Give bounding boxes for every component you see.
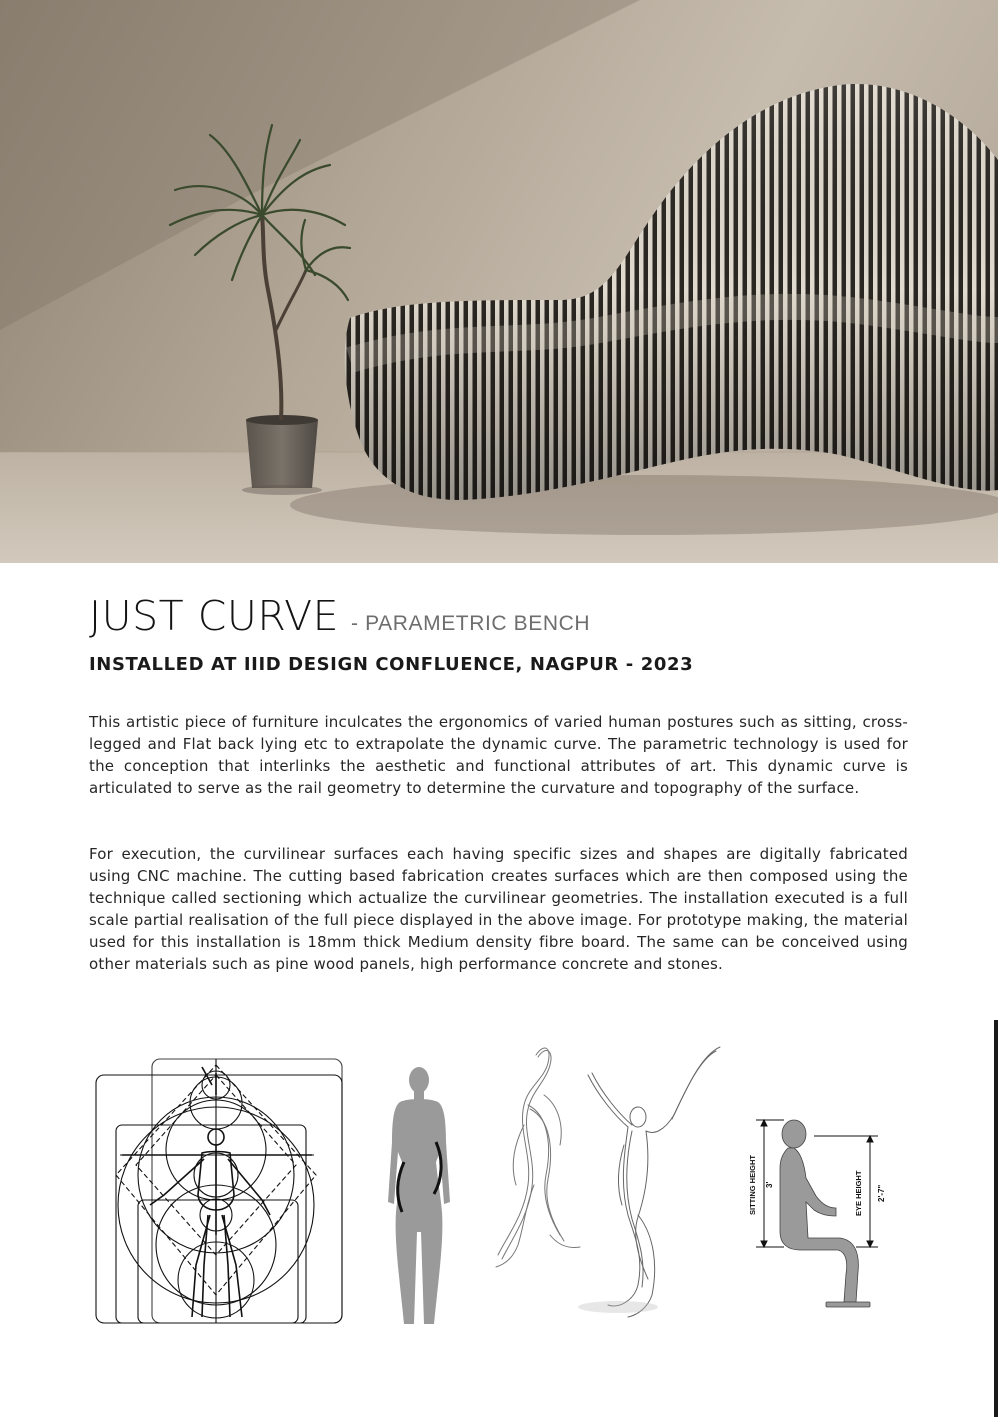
seated-ergonomics-diagram	[744, 1112, 894, 1321]
vitruvian-figure-icon	[92, 1055, 350, 1330]
bench-render-image	[0, 0, 998, 563]
page-title-sub: - PARAMETRIC BENCH	[351, 612, 591, 635]
paragraph-description: This artistic piece of furniture inculcates the ergonomics of varied human postures such as sitting, cross-legged and Flat back lying etc to extrapolate the dynamic curve. The parametric technology is used for the conception that interlinks the aesthetic and functional attributes of art. This dynamic curve is articulated to serve as the rail geometry to determine the curvature and topography of the surface.	[89, 713, 908, 797]
female-silhouette-icon	[378, 1062, 460, 1327]
paragraph-execution: For execution, the curvilinear surfaces each having specific sizes and shapes are digitally fabricated using CNC machine. The cutting based fabrication creates surfaces which are then composed using the technique called sectioning which actualize the curvilinear geometries. The installation executed is a full scale partial realisation of the full piece displayed in the above image. For prototype making, the material used for this installation is 18mm thick Medium density fibre board. The same can be conceived using other materials such as pine wood panels, high performance concrete and stones.	[89, 845, 908, 973]
eye-height-label: EYE HEIGHT	[854, 1170, 863, 1216]
hero-photo	[0, 0, 998, 563]
page-title: JUST CURVE	[89, 592, 340, 640]
sitting-height-label: SITTING HEIGHT	[748, 1155, 757, 1215]
title-row	[89, 592, 590, 640]
proportion-diagram	[92, 1055, 350, 1334]
eye-height-value: 2'-7"	[877, 1184, 886, 1202]
sitting-height-value: 3'	[765, 1181, 774, 1188]
gesture-sketches	[488, 1035, 728, 1329]
installation-subtitle: INSTALLED AT IIID DESIGN CONFLUENCE, NAGPUR - 2023	[89, 654, 694, 675]
page-edge-divider	[994, 1020, 998, 1417]
seated-figure-icon	[744, 1112, 894, 1317]
dancing-figure-sketch-icon	[488, 1035, 728, 1325]
body-silhouette	[378, 1062, 460, 1331]
